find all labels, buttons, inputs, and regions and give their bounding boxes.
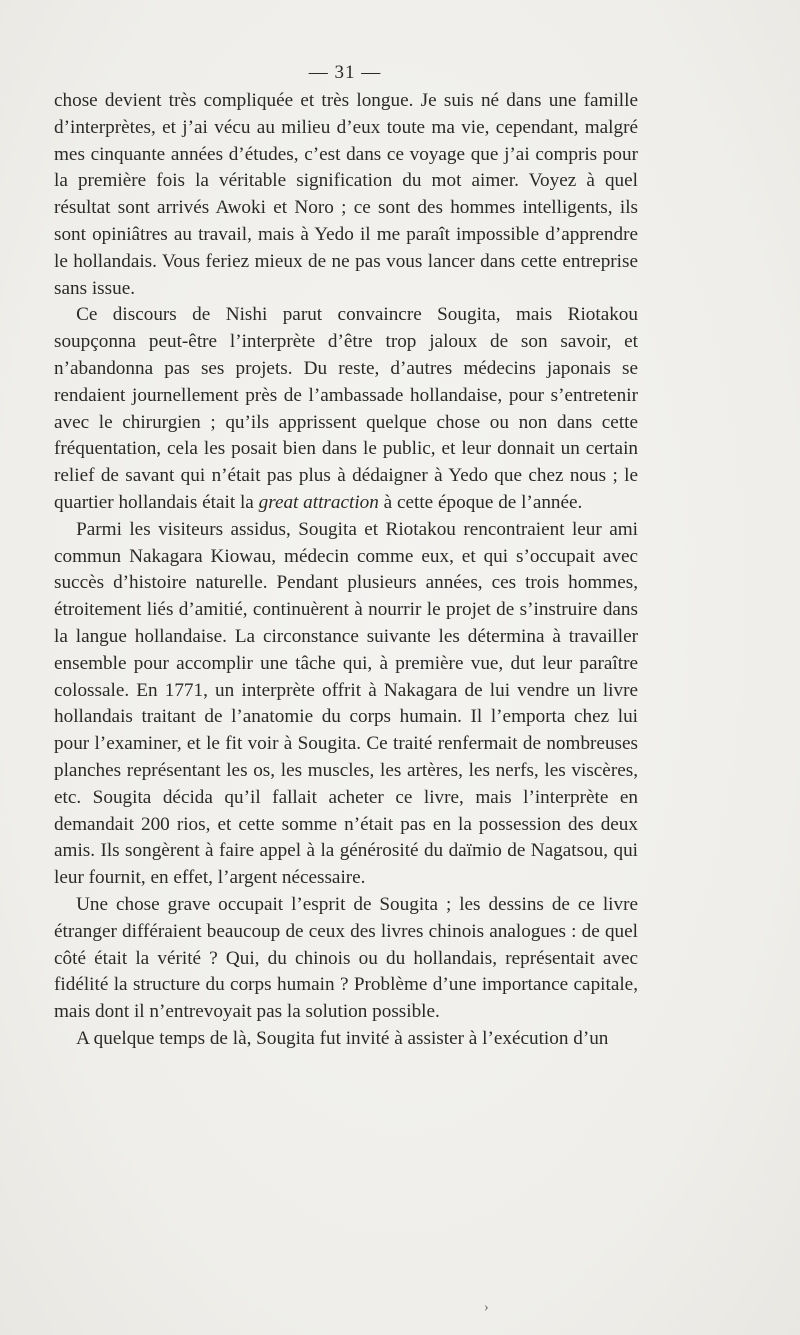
stray-ink-mark: › (484, 1300, 489, 1315)
paragraph-text-after: à cette époque de l’année. (383, 491, 583, 513)
paragraph: A quelque temps de là, Sougita fut invité à assister à l’exécution d’un (76, 1027, 609, 1049)
body-text (54, 88, 638, 1053)
italic-phrase: great attraction (258, 491, 379, 513)
paragraph: Parmi les visiteurs assidus, Sougita et Riotakou rencontraient leur ami commun Nakagara Kiowau, médecin comme eux, et qui s’occupait avec succès d’histoire naturelle. Pendant plusieurs années, ces trois hommes, étroitement liés d’amitié, continuèrent à nourrir le projet de s’instruire dans la langue hollandaise. La circonstance suivante les détermina à travailler ensemble pour accomplir une tâche qui, à première vue, dut leur paraître colossale. En 1771, un interprète offrit à Nakagara de lui vendre un livre hollandais traitant de l’anatomie du corps humain. Il l’emporta chez lui pour l’examiner, et le fit voir à Sougita. Ce traité renfermait de nombreuses planches représentant les os, les muscles, les artères, les nerfs, les viscères, etc. Sougita décida qu’il fallait acheter ce livre, mais l’interprète en demandait 200 rios, et cette somme n’était pas en la possession des deux amis. Ils songèrent à faire appel à la générosité du daïmio de Nagatsou, qui leur fournit, en effet, l’argent nécessaire. (54, 518, 638, 889)
paragraph (54, 302, 638, 516)
paragraph-text: Ce discours de Nishi parut convaincre Sougita, mais Riotakou soupçonna peut-être l’interprète d’être trop jaloux de son savoir, et n’abandonna pas ses projets. Du reste, d’autres médecins japonais se rendaient journellement près de l’ambassade hollandaise, pour s’entretenir avec le chirurgien ; qu’ils apprissent quelque chose ou non dans cette fréquentation, cela les posait bien dans le public, et leur donnait un certain relief de savant qui n’était pas plus à dédaigner à Yedo que chez nous ; le quartier hollandais était la (54, 304, 638, 513)
paragraph: chose devient très compliquée et très longue. Je suis né dans une famille d’interprètes, et j’ai vécu au milieu d’eux toute ma vie, cependant, malgré mes cinquante années d’études, c’est dans ce voyage que j’ai compris pour la première fois la véritable signification du mot aimer. Voyez à quel résultat sont arrivés Awoki et Noro ; ce sont des hommes intelligents, ils sont opiniâtres au travail, mais à Yedo il me paraît impossible d’apprendre le hollandais. Vous feriez mieux de ne pas vous lancer dans cette entreprise sans issue. (54, 90, 638, 299)
page-number: — 31 — (308, 62, 382, 83)
paragraph: Une chose grave occupait l’esprit de Sougita ; les dessins de ce livre étranger différaient beaucoup de ceux des livres chinois analogues : de quel côté était la vérité ? Qui, du chinois ou du hollandais, représentait avec fidélité la structure du corps humain ? Problème d’une importance capitale, mais dont il n’entrevoyait pas la solution possible. (54, 893, 638, 1023)
